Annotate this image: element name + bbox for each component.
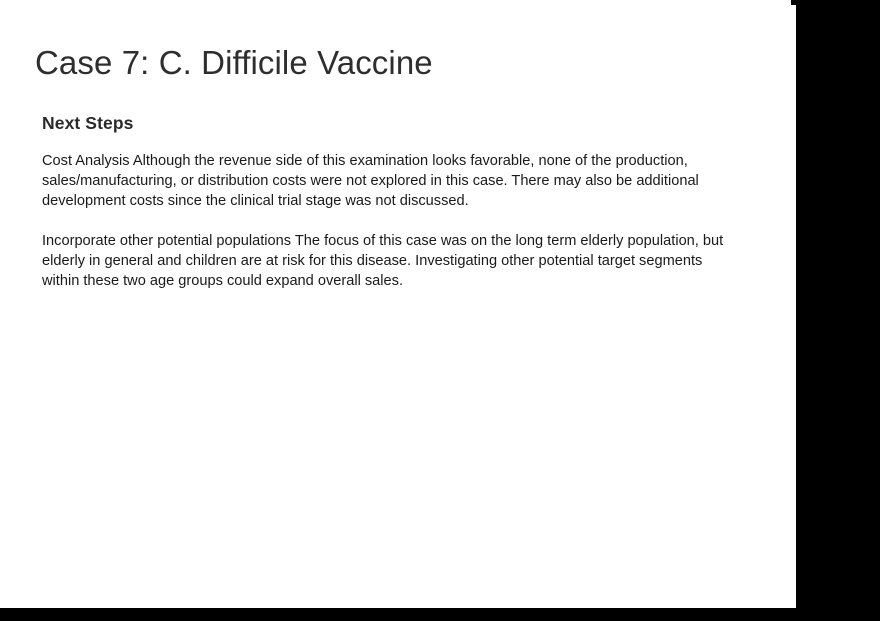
section-heading-next-steps: Next Steps — [42, 113, 134, 133]
slide-content-block — [42, 112, 724, 291]
page-title: Case 7: C. Difficile Vaccine — [35, 44, 433, 81]
body-paragraph-cost-analysis: Cost Analysis Although the revenue side of this examination looks favorable, none of the production, sales/manufacturing, or distribution costs were not explored in this case. There may also be additional development costs since the clinical trial stage was not discussed. — [42, 153, 699, 210]
frame-band-right — [796, 0, 880, 621]
frame-corner-notch — [791, 0, 797, 5]
frame-band-bottom — [0, 608, 880, 621]
body-paragraph-incorporate-populations: Incorporate other potential populations The focus of this case was on the long term elderly population, but elderly in general and children are at risk for this disease. Investigating other potential target segments within these two age groups could expand overall sales. — [42, 232, 724, 290]
